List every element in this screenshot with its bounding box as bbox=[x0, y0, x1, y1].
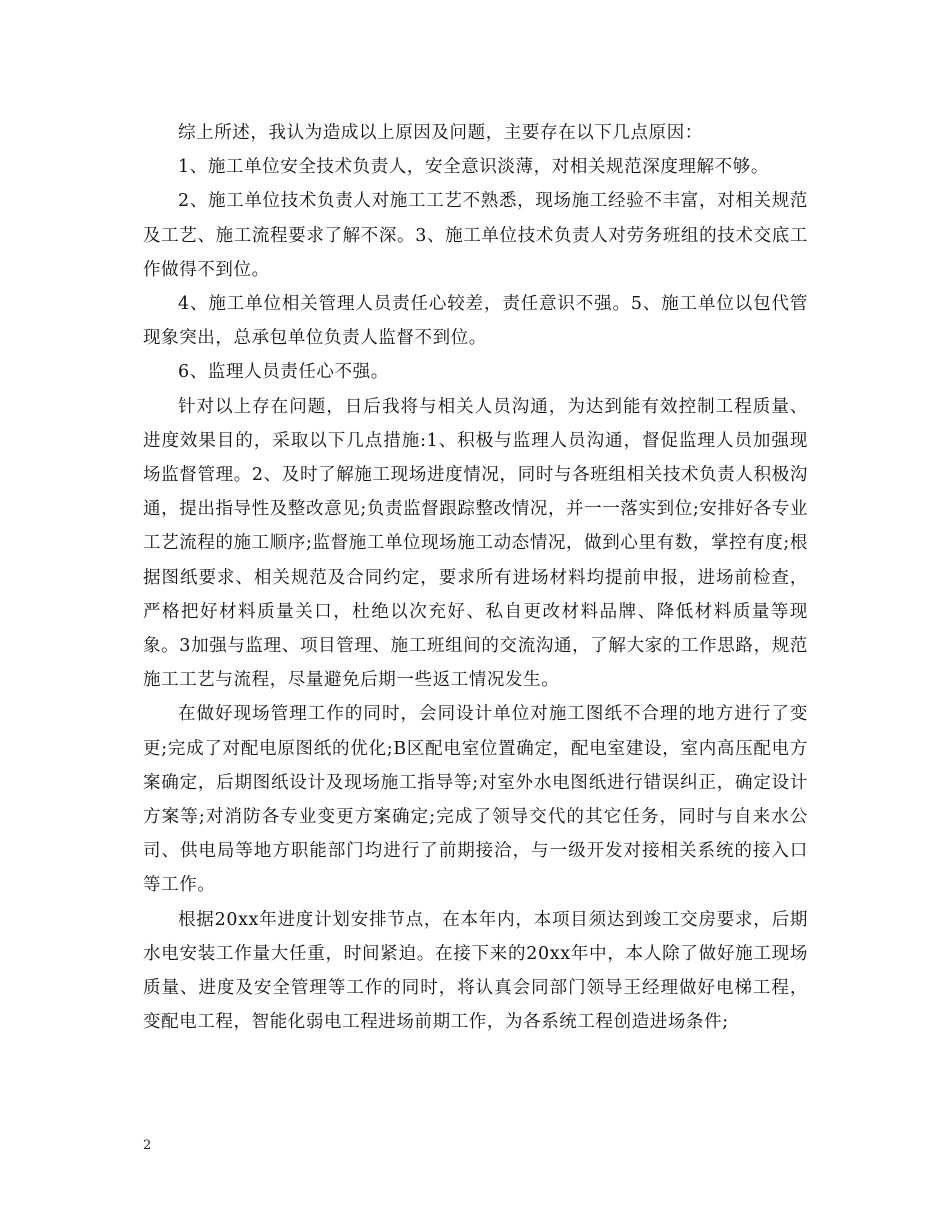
page-number: 2 bbox=[143, 1138, 152, 1153]
paragraph-summary: 综上所述，我认为造成以上原因及问题，主要存在以下几点原因： bbox=[178, 123, 703, 143]
paragraph-design-changes: 在做好现场管理工作的同时，会同设计单位对施工图纸不合理的地方进行了变更;完成了对配电原图纸的优化;B区配电室位置确定，配电室建设，室内高压配电方案确定，后期图纸设计及现场施工指导等;对室外水电图纸进行错误纠正，确定设计方案等;对消防各专业变更方案确定;完成了领导交代的其它任务，同时与自来水公司、供电局等地方职能部门均进行了前期接洽，与一级开发对接相关系统的接入口等工作。 bbox=[143, 704, 808, 896]
paragraph-reason-1: 1、施工单位安全技术负责人，安全意识淡薄，对相关规范深度理解不够。 bbox=[178, 157, 769, 178]
paragraph-reason-2-3: 2、施工单位技术负责人对施工工艺不熟悉，现场施工经验不丰富，对相关规范及工艺、施工流程要求了解不深。3、施工单位技术负责人对劳务班组的技术交底工作做得不到位。 bbox=[143, 191, 808, 280]
paragraph-reason-6: 6、监理人员责任心不强。 bbox=[178, 362, 389, 383]
document-body bbox=[143, 116, 808, 1039]
paragraph-measures: 针对以上存在问题，日后我将与相关人员沟通，为达到能有效控制工程质量、进度效果目的，采取以下几点措施:1、积极与监理人员沟通，督促监理人员加强现场监督管理。2、及时了解施工现场进度情况，同时与各班组相关技术负责人积极沟通，提出指导性及整改意见;负责监督跟踪整改情况，并一一落实到位;安排好各专业工艺流程的施工顺序;监督施工单位现场施工动态情况，做到心里有数，掌控有度;根据图纸要求、相关规范及合同约定，要求所有进场材料均提前申报，进场前检查，严格把好材料质量关口，杜绝以次充好、私自更改材料品牌、降低材料质量等现象。3加强与监理、项目管理、施工班组间的交流沟通，了解大家的工作思路，规范施工工艺与流程，尽量避免后期一些返工情况发生。 bbox=[143, 396, 808, 691]
paragraph-reason-4-5: 4、施工单位相关管理人员责任心较差，责任意识不强。5、施工单位以包代管现象突出，总承包单位负责人监督不到位。 bbox=[143, 294, 808, 349]
paragraph-schedule-plan: 根据20xx年进度计划安排节点，在本年内，本项目须达到竣工交房要求，后期水电安装工作量大任重，时间紧迫。在接下来的20xx年中，本人除了做好施工现场质量、进度及安全管理等工作的同时，将认真会同部门领导王经理做好电梯工程，变配电工程，智能化弱电工程进场前期工作，为各系统工程创造进场条件; bbox=[143, 909, 808, 1033]
